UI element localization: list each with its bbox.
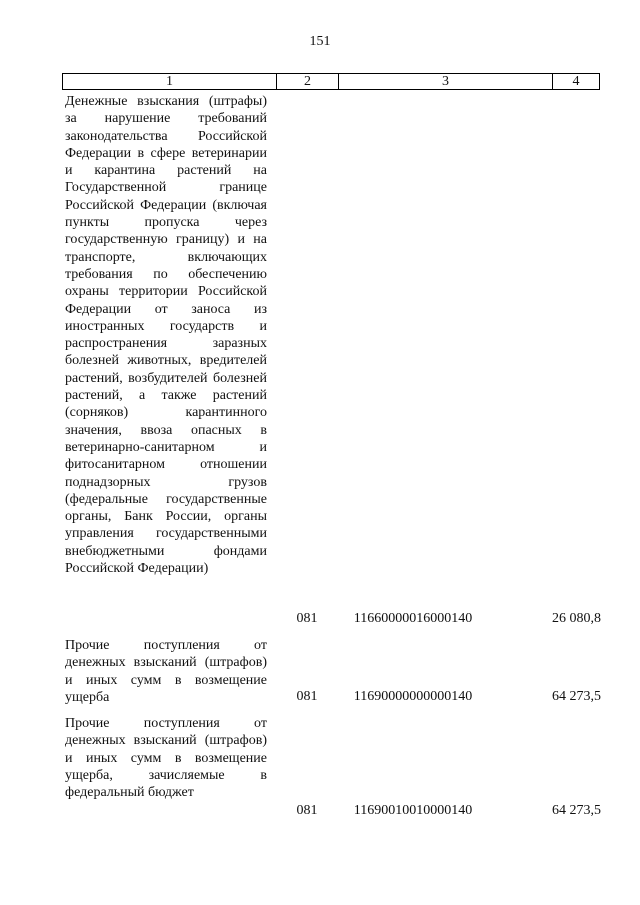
table-header bbox=[62, 73, 600, 90]
column-header-2: 2 bbox=[276, 74, 338, 89]
amount: 64 273,5 bbox=[552, 689, 601, 704]
column-header-4: 4 bbox=[552, 74, 599, 89]
column-header-3: 3 bbox=[338, 74, 552, 89]
income-code: 11690010010000140 bbox=[353, 803, 473, 818]
admin-code: 081 bbox=[296, 689, 318, 704]
income-code: 11690000000000140 bbox=[353, 689, 473, 704]
column-header-1: 1 bbox=[166, 74, 173, 89]
row-description: Прочие поступления от денежных взысканий (штрафов) и иных сумм в возмещение ущерба bbox=[65, 638, 267, 705]
amount: 64 273,5 bbox=[552, 803, 601, 818]
page-number: 151 bbox=[309, 34, 331, 49]
admin-code: 081 bbox=[296, 611, 318, 626]
row-description: Прочие поступления от денежных взысканий (штрафов) и иных сумм в возмещение ущерба, зачисляемые в федеральный бюджет bbox=[65, 716, 267, 801]
income-code: 11660000016000140 bbox=[353, 611, 473, 626]
amount: 26 080,8 bbox=[552, 611, 601, 626]
row-description: Денежные взыскания (штрафы) за нарушение требований законодательства Российской Федерации в сфере ветеринарии и карантина растений на Государственной границе Российской Федерации (включая пункты пропуска через государственную границу) и на транспорте, включающих требования по обеспечению охраны территории Российской Федерации от заноса из иностранных государств и распространения заразных болезней животных, вредителей растений, возбудителей болезней растений, а также растений (сорняков) карантинного значения, ввоза опасных в ветеринарно-санитарном и фитосанитарном отношении поднадзорных грузов (федеральные государственные органы, Банк России, органы управления государственными внебюджетными фондами Российской Федерации) bbox=[65, 94, 267, 577]
admin-code: 081 bbox=[296, 803, 318, 818]
